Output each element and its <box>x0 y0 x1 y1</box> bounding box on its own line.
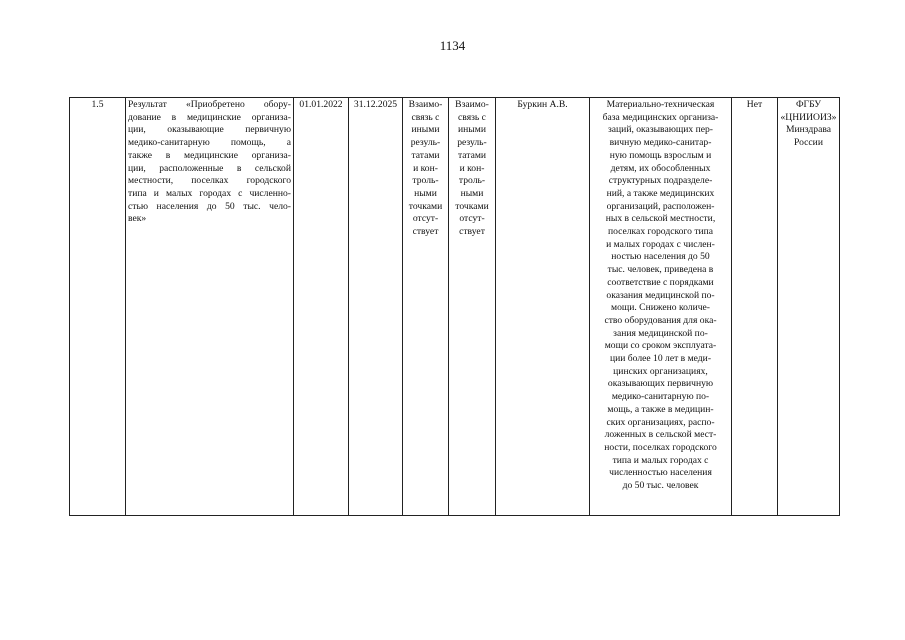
description-line: численностью населения <box>609 467 712 479</box>
relation-cell-1 <box>403 98 449 516</box>
relation-line: ными <box>414 187 437 199</box>
relation-line: и кон- <box>413 162 438 174</box>
relation-line: иными <box>458 124 486 136</box>
description-line: мощь, а также в медицин- <box>607 403 714 415</box>
organization-line: Минздрава <box>785 124 831 136</box>
organization-line: ФГБУ <box>795 99 822 110</box>
table-row <box>70 98 840 516</box>
description-line: организаций, расположен- <box>606 200 715 212</box>
description-line: ство оборудования для ока- <box>604 314 717 326</box>
relation-line: точками <box>455 200 489 212</box>
description-line: типа и малых городах с <box>612 454 709 466</box>
start-date: 01.01.2022 <box>299 99 343 110</box>
description-line: ции более 10 лет в меди- <box>609 353 712 365</box>
relation-line: татами <box>411 149 440 161</box>
page-number: 1134 <box>439 38 466 53</box>
result-line: век» <box>128 213 147 225</box>
end-date-cell <box>349 98 403 516</box>
row-number-cell <box>70 98 126 516</box>
result-line: ции, оказывающие первичную <box>128 124 291 136</box>
responsible-person: Буркин А.В. <box>517 99 568 110</box>
description-line: ских организациях, распо- <box>606 416 715 428</box>
description-line: ности, поселках городского <box>604 441 717 453</box>
relation-line: точками <box>408 200 443 212</box>
result-line: дование в медицинские организа- <box>128 111 291 123</box>
relation-line: иными <box>411 124 440 136</box>
description-line: соответствие с порядками <box>607 276 714 288</box>
relation-line: татами <box>457 149 487 161</box>
description-line: ний, а также медицинских <box>606 187 715 199</box>
document-table <box>69 97 840 516</box>
result-line: типа и малых городах с численно- <box>128 187 291 199</box>
description-line: и малых городах с числен- <box>606 238 715 250</box>
description-line: мощи. Снижено количе- <box>611 302 710 314</box>
relation-line: ными <box>460 187 484 199</box>
row-number: 1.5 <box>91 99 104 110</box>
description-line: зания медицинской по- <box>613 327 708 339</box>
flag-value: Нет <box>746 99 763 110</box>
relation-line: ствует <box>412 226 439 238</box>
description-line: вичную медико-санитар- <box>609 137 712 149</box>
result-line: ции, расположенные в сельской <box>128 162 291 174</box>
relation-line: Взаимо- <box>455 99 489 110</box>
description-line: заций, оказывающих пер- <box>608 124 713 136</box>
description-line: мощи со сроком эксплуата- <box>604 340 717 352</box>
relation-line: отсут- <box>459 213 485 225</box>
description-line: Материально-техническая <box>606 99 715 110</box>
relation-line: отсут- <box>412 213 439 225</box>
relation-line: троль- <box>458 175 486 187</box>
description-line: детям, их обособленных <box>610 162 711 174</box>
result-line: медико-санитарную помощь, а <box>128 137 291 149</box>
result-cell <box>126 98 294 516</box>
relation-line: троль- <box>412 175 439 187</box>
description-line: цинских организациях, <box>613 365 708 377</box>
relation-line: ствует <box>459 226 485 238</box>
organization-line: «ЦНИИОИЗ» <box>780 111 837 123</box>
description-cell <box>590 98 732 516</box>
relation-line: резуль- <box>457 137 487 149</box>
description-line: структурных подразделе- <box>608 175 713 187</box>
description-line: до 50 тыс. человек <box>622 480 699 492</box>
description-line: медико-санитарную по- <box>611 391 710 403</box>
result-line: стью населения до 50 тыс. чело- <box>128 200 291 212</box>
relation-line: и кон- <box>459 162 485 174</box>
relation-cell-2 <box>449 98 496 516</box>
description-line: оказания медицинской по- <box>606 289 715 301</box>
flag-cell <box>732 98 778 516</box>
result-line: местности, поселках городского <box>128 175 291 187</box>
relation-line: связь с <box>411 111 440 123</box>
relation-line: резуль- <box>410 137 441 149</box>
organization-line: России <box>794 137 823 149</box>
description-line: ложенных в сельской мест- <box>604 429 717 441</box>
description-line: база медицинских организа- <box>602 111 719 123</box>
responsible-cell <box>496 98 590 516</box>
result-line: также в медицинские организа- <box>128 149 291 161</box>
result-line: Результат «Приобретено обору- <box>128 99 291 110</box>
organization-cell <box>778 98 840 516</box>
description-line: оказывающих первичную <box>607 378 714 390</box>
end-date: 31.12.2025 <box>353 99 398 110</box>
description-line: ную помощь взрослым и <box>609 149 712 161</box>
start-date-cell <box>294 98 349 516</box>
description-line: тыс. человек, приведена в <box>607 264 714 276</box>
relation-line: связь с <box>458 111 486 123</box>
description-line: ных в сельской местности, <box>605 213 716 225</box>
relation-line: Взаимо- <box>408 99 443 110</box>
description-line: ностью населения до 50 <box>611 251 710 263</box>
description-line: поселках городского типа <box>607 226 714 238</box>
